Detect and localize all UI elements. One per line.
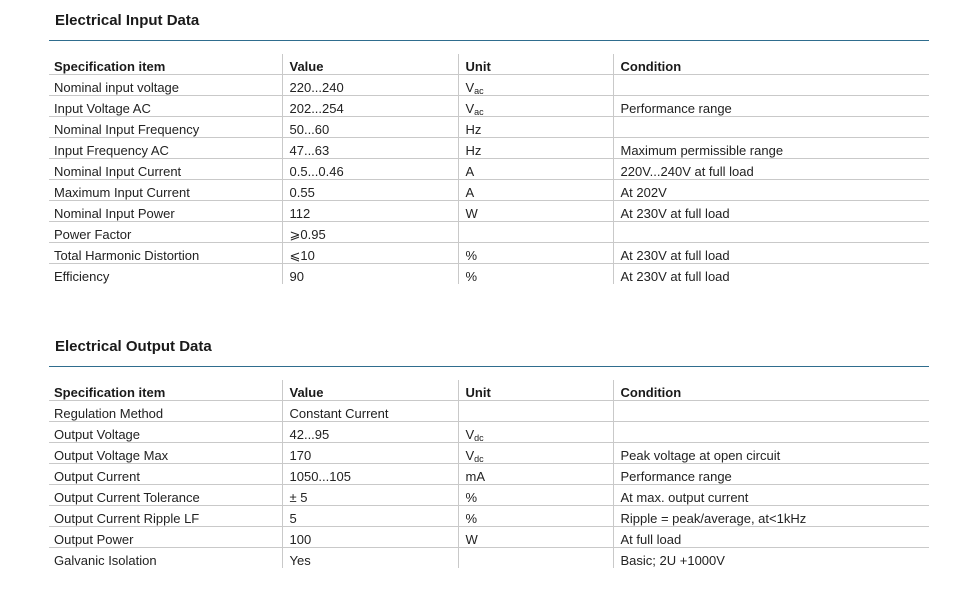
value-cell: ⩾0.95	[282, 222, 458, 243]
header-unit: Unit	[458, 380, 613, 401]
unit-subscript: dc	[474, 433, 484, 443]
header-condition: Condition	[613, 380, 929, 401]
spec-item-cell: Output Current	[49, 464, 282, 485]
spec-item-cell: Regulation Method	[49, 401, 282, 422]
value-cell: 90	[282, 264, 458, 285]
condition-cell: At 202V	[613, 180, 929, 201]
unit-cell	[458, 443, 613, 464]
spec-item-cell: Total Harmonic Distortion	[49, 243, 282, 264]
header-unit: Unit	[458, 54, 613, 75]
table-row	[49, 548, 929, 569]
unit-cell	[458, 548, 613, 569]
table-row	[49, 201, 929, 222]
unit-text: V	[465, 101, 475, 116]
unit-text: Hz	[465, 143, 482, 158]
unit-text: W	[465, 532, 478, 547]
header-condition: Condition	[613, 54, 929, 75]
value-cell: ± 5	[282, 485, 458, 506]
value-cell: 112	[282, 201, 458, 222]
table-row	[49, 180, 929, 201]
unit-text: %	[465, 490, 478, 505]
condition-cell	[613, 401, 929, 422]
spec-item-cell: Maximum Input Current	[49, 180, 282, 201]
unit-cell	[458, 464, 613, 485]
unit-cell	[458, 527, 613, 548]
table-row	[49, 443, 929, 464]
unit-cell	[458, 159, 613, 180]
spec-item-cell: Nominal Input Frequency	[49, 117, 282, 138]
unit-text: mA	[465, 469, 485, 484]
condition-cell: Basic; 2U +1000V	[613, 548, 929, 569]
unit-text: %	[465, 511, 478, 526]
spec-item-cell: Nominal input voltage	[49, 75, 282, 96]
value-cell: 170	[282, 443, 458, 464]
spec-item-cell: Power Factor	[49, 222, 282, 243]
condition-cell	[613, 75, 929, 96]
unit-cell	[458, 180, 613, 201]
value-cell: Constant Current	[282, 401, 458, 422]
unit-subscript: ac	[474, 86, 484, 96]
unit-text: %	[465, 248, 478, 263]
condition-cell	[613, 422, 929, 443]
unit-subscript: dc	[474, 454, 484, 464]
spec-item-cell: Input Frequency AC	[49, 138, 282, 159]
spec-item-cell: Nominal Input Power	[49, 201, 282, 222]
unit-text: V	[465, 80, 475, 95]
value-cell: Yes	[282, 548, 458, 569]
unit-text: Hz	[465, 122, 482, 137]
input-section-title: Electrical Input Data	[55, 12, 200, 29]
table-row	[49, 264, 929, 285]
condition-cell: At 230V at full load	[613, 243, 929, 264]
condition-cell: At full load	[613, 527, 929, 548]
spec-item-cell: Efficiency	[54, 269, 110, 284]
condition-cell: Ripple = peak/average, at<1kHz	[613, 506, 929, 527]
table-row	[49, 75, 929, 96]
unit-text: %	[465, 269, 478, 284]
table-row	[49, 96, 929, 117]
table-row	[49, 422, 929, 443]
value-cell: 202...254	[282, 96, 458, 117]
unit-cell	[458, 117, 613, 138]
unit-text: A	[465, 185, 475, 200]
output-table-body	[49, 401, 929, 569]
spec-item-cell: Output Current Tolerance	[49, 485, 282, 506]
unit-cell	[458, 506, 613, 527]
output-section-title: Electrical Output Data	[55, 338, 212, 355]
table-row	[49, 506, 929, 527]
spec-item-cell: Output Voltage Max	[49, 443, 282, 464]
unit-cell	[458, 401, 613, 422]
table-row	[49, 243, 929, 264]
output-spec-table	[49, 380, 929, 568]
value-cell: 1050...105	[282, 464, 458, 485]
value-cell: ⩽10	[282, 243, 458, 264]
value-cell: 220...240	[282, 75, 458, 96]
unit-cell	[458, 422, 613, 443]
value-cell: 47...63	[282, 138, 458, 159]
condition-cell: 220V...240V at full load	[613, 159, 929, 180]
input-title-rule	[49, 40, 929, 41]
table-row	[49, 464, 929, 485]
condition-cell	[613, 222, 929, 243]
condition-cell: At max. output current	[613, 485, 929, 506]
unit-cell	[458, 138, 613, 159]
table-row	[49, 159, 929, 180]
table-row	[49, 527, 929, 548]
value-cell: 100	[282, 527, 458, 548]
unit-cell	[458, 243, 613, 264]
unit-text: V	[465, 427, 475, 442]
unit-cell	[458, 75, 613, 96]
condition-cell: Performance range	[613, 96, 929, 117]
condition-cell: At 230V at full load	[613, 201, 929, 222]
value-cell: 0.55	[282, 180, 458, 201]
spec-item-cell: Nominal Input Current	[49, 159, 282, 180]
condition-cell: Performance range	[613, 464, 929, 485]
unit-subscript: ac	[474, 107, 484, 117]
unit-text: A	[465, 164, 475, 179]
spec-item-cell: Output Power	[49, 527, 282, 548]
table-row	[49, 138, 929, 159]
table-header-row	[49, 380, 929, 401]
unit-text: W	[465, 206, 478, 221]
table-row	[49, 401, 929, 422]
value-cell: 42...95	[282, 422, 458, 443]
spec-item-cell: Input Voltage AC	[49, 96, 282, 117]
table-row	[49, 485, 929, 506]
unit-cell	[458, 96, 613, 117]
condition-cell: At 230V at full load	[613, 264, 929, 285]
input-spec-table	[49, 54, 929, 284]
unit-cell	[458, 222, 613, 243]
output-title-rule	[49, 366, 929, 367]
spec-item-cell: Galvanic Isolation	[54, 553, 157, 568]
unit-text: V	[465, 448, 475, 463]
unit-cell	[458, 264, 613, 285]
condition-cell	[613, 117, 929, 138]
value-cell: 50...60	[282, 117, 458, 138]
unit-cell	[458, 201, 613, 222]
header-value: Value	[282, 380, 458, 401]
input-table-body	[49, 75, 929, 285]
condition-cell: Peak voltage at open circuit	[613, 443, 929, 464]
spec-item-cell: Output Current Ripple LF	[49, 506, 282, 527]
unit-cell	[458, 485, 613, 506]
header-specification-item: Specification item	[49, 54, 282, 75]
value-cell: 5	[282, 506, 458, 527]
spec-item-cell: Output Voltage	[49, 422, 282, 443]
header-specification-item: Specification item	[49, 380, 282, 401]
header-value: Value	[282, 54, 458, 75]
value-cell: 0.5...0.46	[282, 159, 458, 180]
table-row	[49, 117, 929, 138]
table-row	[49, 222, 929, 243]
table-header-row	[49, 54, 929, 75]
condition-cell: Maximum permissible range	[613, 138, 929, 159]
